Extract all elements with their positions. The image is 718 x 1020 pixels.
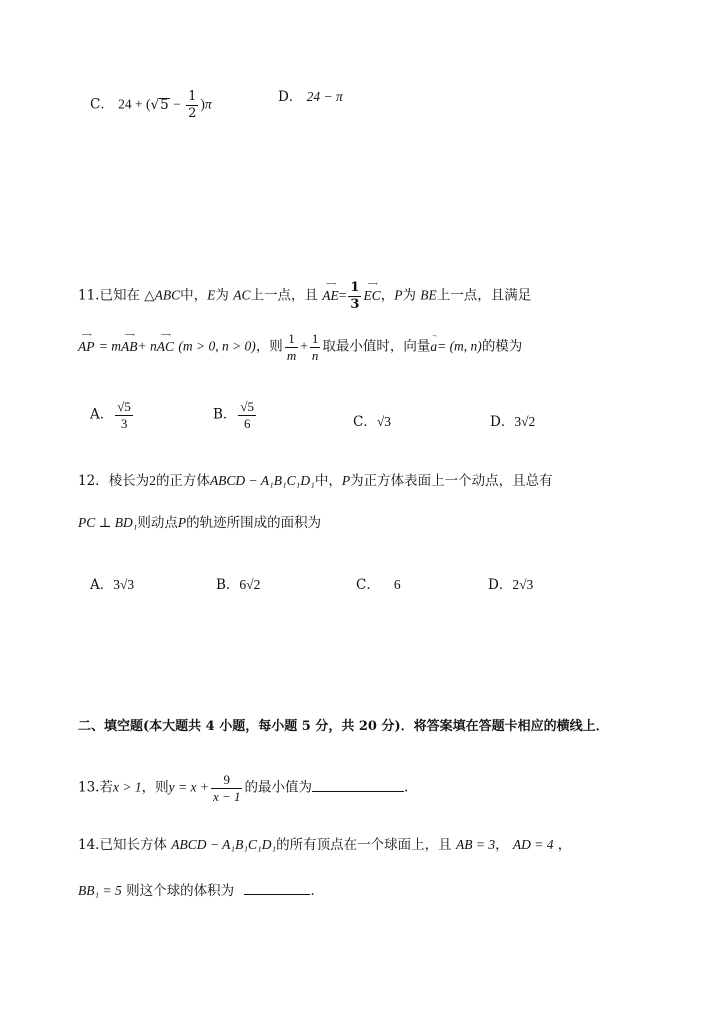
q11-line2: ⟶ AP = m ⟶ AB+ n ⟶ AC (m > 0, n > 0)，则 $\frac{1}{m}$ + $\frac{1}{n}$ 取最小值时，向量 → a= (m, n)的模为 <box>78 330 523 363</box>
q11-number: 11. <box>78 287 100 304</box>
q12-option-a: A．3√3 <box>90 577 135 593</box>
q10-option-d <box>278 90 343 105</box>
q14-answer-blank[interactable] <box>244 882 310 895</box>
q12-line1: 12．棱长为2的正方体ABCD − A₁B₁C₁D₁中，P为正方体表面上一个动点，且总有 <box>78 473 553 489</box>
q14-line1: 14.已知长方体 ABCD − A₁B₁C₁D₁的所有顶点在一个球面上，且 AB = 3， AD = 4 ， <box>78 837 572 853</box>
vector-ac: ⟶ AC <box>156 330 175 354</box>
vector-ab: ⟶ AB <box>121 330 138 354</box>
q10-option-c: C． 24 + (√5 − $\frac{1}{2}$ )π <box>90 89 212 121</box>
fraction-one-third: $\frac{1}{3}$ <box>350 280 360 312</box>
vector-ae: ⟶ AE <box>322 279 339 303</box>
section-heading: 二、填空题(本大题共 4 小题，每小题 5 分，共 20 分)．将答案填在答题卡相应的横线上． <box>78 719 609 734</box>
vector-ap: ⟶ AP <box>78 330 95 354</box>
q12-option-c: C． 6 <box>356 577 401 593</box>
vector-ec: ⟶ EC <box>363 279 381 303</box>
q10-option-c-label: C． <box>90 96 114 113</box>
q11-option-b: B． $\frac{√5}{6}$ <box>213 399 255 431</box>
q11-option-d: D．3√2 <box>490 414 536 430</box>
vector-a: → a <box>430 330 438 354</box>
q10-option-d-label: D． <box>278 89 303 105</box>
q14-line2: BB₁ = 5 则这个球的体积为 . <box>78 883 315 899</box>
q11-option-a: A． $\frac{√5}{3}$ <box>90 399 131 431</box>
q12-line2: PC ⊥ BD₁则动点P的轨迹所围成的面积为 <box>78 515 322 531</box>
q12-option-b: B．6√2 <box>216 577 261 593</box>
q11-line1: 11.已知在 △ABC中，E为 AC上一点，且 ⟶ AE= $\frac{1}{3}$ ⟶ EC，P为 BE上一点，且满足 <box>78 279 532 312</box>
q13-answer-blank[interactable] <box>312 779 404 792</box>
q13-line: 13.若x > 1，则y = x + $\frac{9}{x - 1}$ 的最小值为 . <box>78 772 409 804</box>
q10-option-d-value: 24 − π <box>306 89 343 104</box>
q12-option-d: D．2√3 <box>488 577 534 593</box>
q12-number: 12． <box>78 473 109 489</box>
q11-option-c: C．√3 <box>353 414 392 430</box>
